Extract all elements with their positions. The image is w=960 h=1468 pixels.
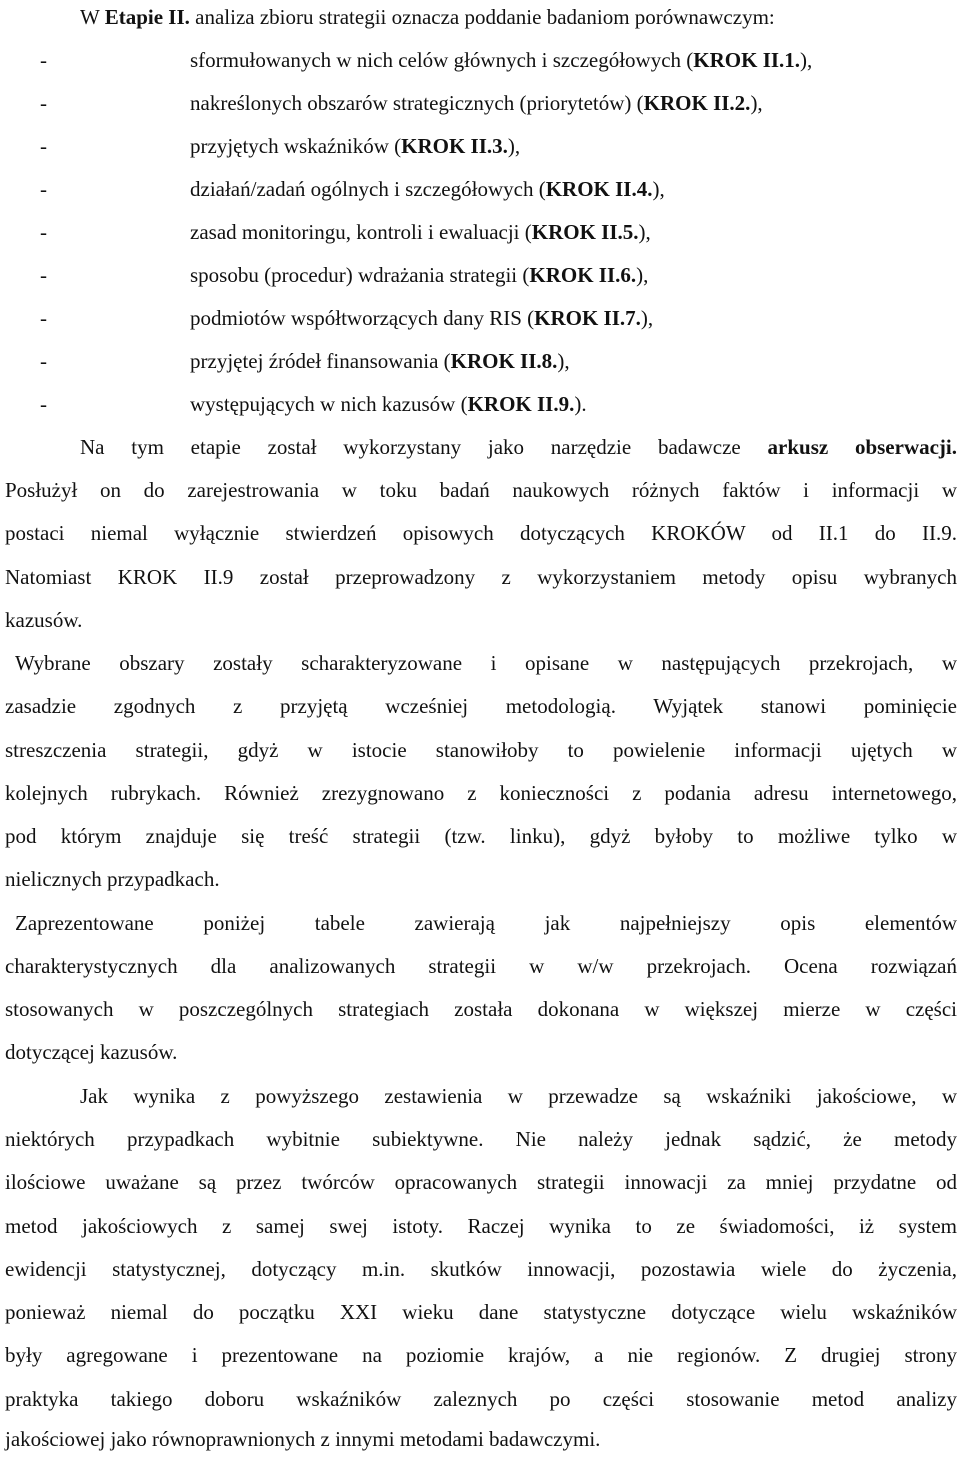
paragraph-line: Natomiast KROK II.9 został przeprowadzony z wykorzystaniem metody opisu wybranych xyxy=(5,565,957,589)
list-item-text: przyjętych wskaźników ( xyxy=(190,134,402,158)
list-item-text: sformułowanych w nich celów głównych i szczegółowych ( xyxy=(190,48,694,72)
step-label: KROK II.8. xyxy=(450,349,558,373)
list-item-suffix: ), xyxy=(800,48,813,72)
list-item xyxy=(0,174,960,218)
list-item-text: podmiotów współtworzących dany RIS ( xyxy=(190,306,535,330)
tool-name: arkusz obserwacji. xyxy=(767,435,958,459)
list-dash: - xyxy=(40,306,47,330)
list-dash: - xyxy=(40,220,47,244)
list-item-text: sposobu (procedur) wdrażania strategii ( xyxy=(190,263,530,287)
list-dash: - xyxy=(40,392,47,416)
paragraph-line: były agregowane i prezentowane na poziomie krajów, a nie regionów. Z drugiej strony xyxy=(5,1343,957,1367)
paragraph-line: Zaprezentowane poniżej tabele zawierają jak najpełniejszy opis elementów xyxy=(15,911,957,935)
step-label: KROK II.1. xyxy=(693,48,801,72)
list-item xyxy=(0,389,960,433)
list-item-suffix: ), xyxy=(750,91,763,115)
paragraph-line: kolejnych rubrykach. Również zrezygnowano z konieczności z podania adresu internetowego, xyxy=(5,781,957,805)
paragraph-line: Posłużył on do zarejestrowania w toku badań naukowych różnych faktów i informacji w xyxy=(5,478,957,502)
list-item xyxy=(0,217,960,261)
list-dash: - xyxy=(40,263,47,287)
step-label: KROK II.2. xyxy=(643,91,751,115)
list-dash: - xyxy=(40,91,47,115)
step-label: KROK II.6. xyxy=(529,263,637,287)
list-item-suffix: ), xyxy=(507,134,521,158)
list-item xyxy=(0,303,960,347)
list-dash: - xyxy=(40,48,47,72)
paragraph-line: metod jakościowych z samej swej istoty. Raczej wynika to ze świadomości, iż system xyxy=(5,1214,957,1238)
list-item xyxy=(0,131,960,175)
list-item xyxy=(0,88,960,132)
paragraph-line: Jak wynika z powyższego zestawienia w przewadze są wskaźniki jakościowe, w xyxy=(80,1084,957,1108)
stage-label: Etapie II. xyxy=(104,5,190,29)
list-item-suffix: ), xyxy=(557,349,570,373)
list-item-suffix: ), xyxy=(640,306,654,330)
paragraph-text: Na tym etapie został wykorzystany jako narzędzie badawcze xyxy=(80,435,768,459)
paragraph-line: zasadzie zgodnych z przyjętą wcześniej metodologią. Wyjątek stanowi pominięcie xyxy=(5,694,957,718)
paragraph-line: niektórych przypadkach wybitnie subiektywne. Nie należy jednak sądzić, że metody xyxy=(5,1127,957,1151)
paragraph-line: ilościowe uważane są przez twórców opracowanych strategii innowacji za mniej przydatne od xyxy=(5,1170,957,1194)
list-item-text: działań/zadań ogólnych i szczegółowych ( xyxy=(190,177,546,201)
step-label: KROK II.7. xyxy=(534,306,641,330)
paragraph-line: nielicznych przypadkach. xyxy=(5,867,220,891)
list-item-text: występujących w nich kazusów ( xyxy=(190,392,468,416)
list-item-text: nakreślonych obszarów strategicznych (priorytetów) ( xyxy=(190,91,644,115)
list-item-suffix: ), xyxy=(638,220,651,244)
paragraph-line: charakterystycznych dla analizowanych strategii w w/w przekrojach. Ocena rozwiązań xyxy=(5,954,957,978)
paragraph-line xyxy=(80,432,957,476)
list-item-text: zasad monitoringu, kontroli i ewaluacji ( xyxy=(190,220,532,244)
list-item xyxy=(0,346,960,390)
step-label: KROK II.9. xyxy=(467,392,575,416)
paragraph-line: ewidencji statystycznej, dotyczący m.in. skutków innowacji, pozostawia wiele do życzenia, xyxy=(5,1257,957,1281)
intro-prefix: W xyxy=(80,5,105,29)
list-item-suffix: ). xyxy=(574,392,587,416)
list-item xyxy=(0,260,960,304)
list-item-text: przyjętej źródeł finansowania ( xyxy=(190,349,451,373)
intro-line xyxy=(80,2,960,46)
paragraph-line: kazusów. xyxy=(5,608,83,632)
paragraph-line: streszczenia strategii, gdyż w istocie stanowiłoby to powielenie informacji ujętych w xyxy=(5,738,957,762)
list-dash: - xyxy=(40,349,47,373)
paragraph-line: stosowanych w poszczególnych strategiach została dokonana w większej mierze w części xyxy=(5,997,957,1021)
paragraph-line: jakościowej jako równoprawnionych z innymi metodami badawczymi. xyxy=(5,1427,601,1451)
step-label: KROK II.4. xyxy=(545,177,653,201)
paragraph-line: dotyczącej kazusów. xyxy=(5,1040,178,1064)
list-dash: - xyxy=(40,177,47,201)
list-dash: - xyxy=(40,134,47,158)
paragraph-line: ponieważ niemal do początku XXI wieku dane statystyczne dotyczące wielu wskaźników xyxy=(5,1300,957,1324)
list-item-suffix: ), xyxy=(652,177,665,201)
paragraph-line: praktyka takiego doboru wskaźników zaleznych po części stosowanie metod analizy xyxy=(5,1387,957,1411)
list-item xyxy=(0,45,960,89)
step-label: KROK II.5. xyxy=(531,220,639,244)
paragraph-line: Wybrane obszary zostały scharakteryzowane i opisane w następujących przekrojach, w xyxy=(15,651,957,675)
list-item-suffix: ), xyxy=(636,263,649,287)
paragraph-line: postaci niemal wyłącznie stwierdzeń opisowych dotyczących KROKÓW od II.1 do II.9. xyxy=(5,521,957,545)
intro-text: analiza zbioru strategii oznacza poddanie badaniom porównawczym: xyxy=(189,5,775,29)
step-label: KROK II.3. xyxy=(401,134,508,158)
paragraph-line: pod którym znajduje się treść strategii (tzw. linku), gdyż byłoby to możliwe tylko w xyxy=(5,824,957,848)
